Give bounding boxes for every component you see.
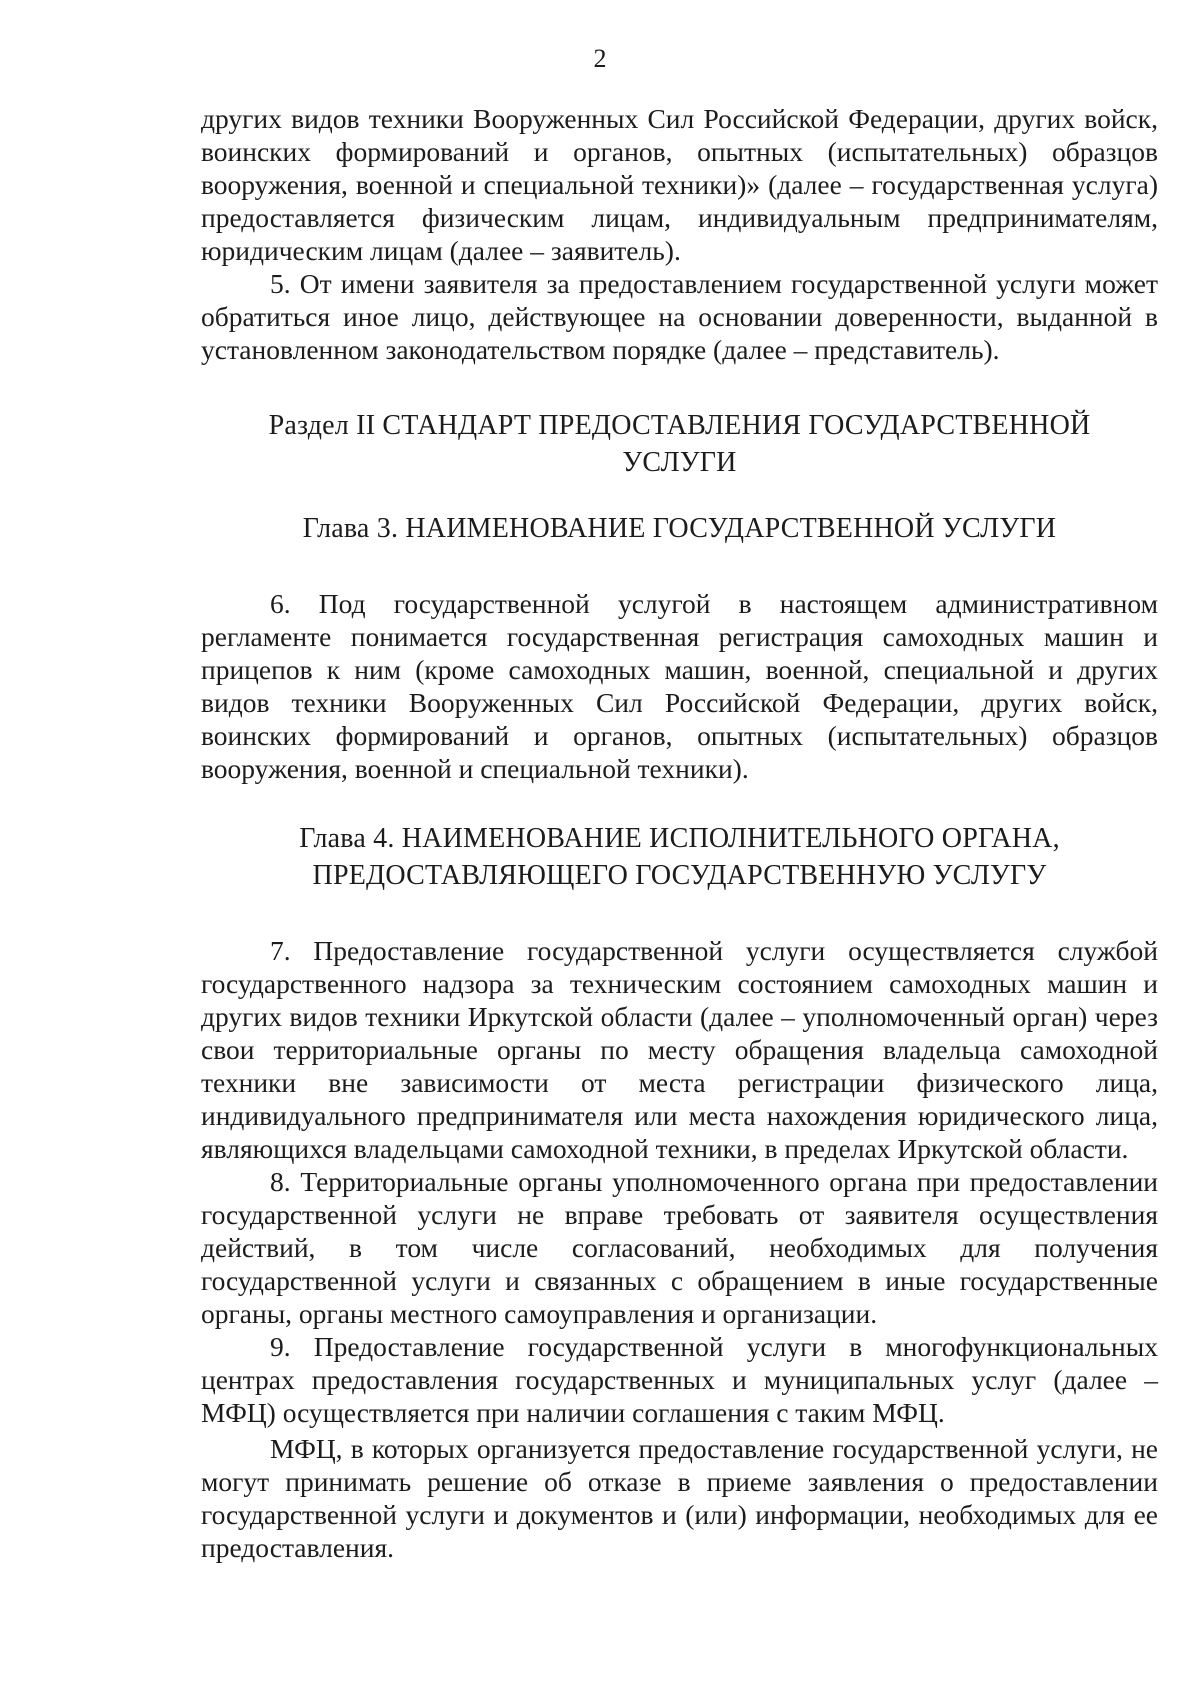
paragraph-9: 9. Предоставление государственной услуги в многофункциональных центрах предоставления государственных и муниципальных услуг (далее – МФЦ) осуществляется при наличии соглашения с таким МФЦ.	[201, 1331, 1158, 1428]
chapter-4-heading-line-2: ПРЕДОСТАВЛЯЮЩЕГО ГОСУДАРСТВЕННУЮ УСЛУГУ	[312, 860, 1047, 891]
section-heading-line-2: УСЛУГИ	[622, 447, 737, 478]
chapter-3-heading: Глава 3. НАИМЕНОВАНИЕ ГОСУДАРСТВЕННОЙ УСЛУГИ	[302, 513, 1057, 544]
document-body	[201, 102, 1158, 1564]
page-number: 2	[593, 44, 607, 73]
paragraph-continuation: других видов техники Вооруженных Сил Российской Федерации, других войск, воинских формирований и органов, опытных (испытательных) образцов вооружения, военной и специальной техники)» (далее – государственная услуга) предоставляется физическим лицам, индивидуальным предпринимателям, юридическим лицам (далее – заявитель).	[201, 103, 1158, 266]
chapter-4-heading-line-1: Глава 4. НАИМЕНОВАНИЕ ИСПОЛНИТЕЛЬНОГО ОРГАНА,	[299, 823, 1060, 854]
paragraph-6: 6. Под государственной услугой в настоящем административном регламенте понимается государственная регистрация самоходных машин и прицепов к ним (кроме самоходных машин, военной, специальной и других видов техники Вооруженных Сил Российской Федерации, других войск, воинских формирований и органов, опытных (испытательных) образцов вооружения, военной и специальной техники).	[201, 588, 1158, 784]
section-heading-line-1: Раздел II СТАНДАРТ ПРЕДОСТАВЛЕНИЯ ГОСУДАРСТВЕННОЙ	[268, 410, 1091, 441]
paragraph-7: 7. Предоставление государственной услуги осуществляется службой государственного надзора за техническим состоянием самоходных машин и других видов техники Иркутской области (далее – уполномоченный орган) через свои территориальные органы по месту обращения владельца самоходной техники вне зависимости от места регистрации физического лица, индивидуального предпринимателя или места нахождения юридического лица, являющихся владельцами самоходной техники, в пределах Иркутской области.	[201, 935, 1158, 1164]
paragraph-5: 5. От имени заявителя за предоставлением государственной услуги может обратиться иное лицо, действующее на основании доверенности, выданной в установленном законодательством порядке (далее – представитель).	[201, 268, 1158, 365]
paragraph-mfc: МФЦ, в которых организуется предоставление государственной услуги, не могут принимать решение об отказе в приеме заявления о предоставлении государственной услуги и документов и (или) информации, необходимых для ее предоставления.	[201, 1433, 1158, 1563]
chapter-4-heading	[201, 820, 1158, 894]
section-heading	[201, 407, 1158, 481]
paragraph-8: 8. Территориальные органы уполномоченного органа при предоставлении государственной услуги не вправе требовать от заявителя осуществления действий, в том числе согласований, необходимых для получения государственной услуги и связанных с обращением в иные государственные органы, органы местного самоуправления и организации.	[201, 1166, 1158, 1329]
